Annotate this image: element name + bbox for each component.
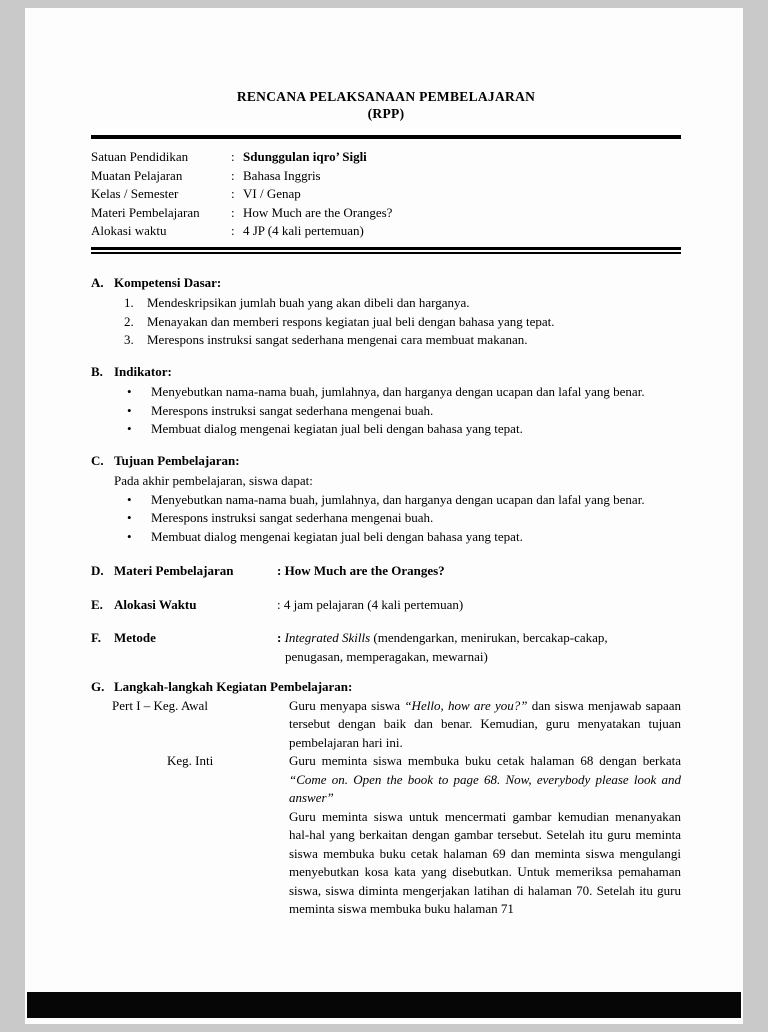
section-value: : 4 jam pelajaran (4 kali pertemuan)	[277, 596, 464, 612]
section-letter: E.	[91, 596, 103, 612]
info-value: How Much are the Oranges?	[243, 204, 393, 220]
section-tujuan-pembelajaran	[91, 452, 681, 547]
indikator-item	[91, 420, 681, 439]
kompetensi-item	[91, 313, 681, 332]
info-colon: :	[231, 186, 235, 201]
indikator-item	[91, 383, 681, 402]
info-label: Alokasi waktu	[91, 223, 167, 238]
tujuan-item	[91, 509, 681, 528]
section-title: Tujuan Pembelajaran:	[114, 452, 240, 468]
section-value	[277, 629, 681, 666]
metode-line2: penugasan, memperagakan, mewarnai)	[285, 648, 488, 664]
section-letter: G.	[91, 679, 105, 694]
kompetensi-item	[91, 294, 681, 313]
kegiatan-awal-text	[289, 697, 681, 753]
info-colon: :	[231, 223, 235, 238]
info-colon: :	[231, 149, 235, 164]
item-text: Mendeskripsikan jumlah buah yang akan dibeli dan harganya.	[147, 295, 470, 310]
section-langkah-kegiatan	[91, 678, 681, 919]
section-a-heading	[91, 274, 681, 293]
section-letter: B.	[91, 363, 103, 379]
info-label: Muatan Pelajaran	[91, 167, 183, 183]
kegiatan-text: dan siswa menjawab sapaan tersebut dengan baik dan benar. Kemudian, guru menyatakan tujuan pembelajaran hari ini.	[289, 697, 681, 750]
tujuan-item	[91, 491, 681, 510]
section-b-heading	[91, 363, 681, 382]
section-title: Kompetensi Dasar:	[114, 274, 222, 290]
divider-double	[91, 247, 681, 254]
kegiatan-stage-label: Keg. Inti	[167, 753, 214, 768]
header-info-table	[91, 148, 681, 241]
bullet-marker: •	[127, 491, 132, 507]
document-subtitle: (RPP)	[367, 106, 405, 121]
item-text: Membuat dialog mengenai kegiatan jual beli dengan bahasa yang tepat.	[151, 421, 523, 436]
info-value: 4 JP (4 kali pertemuan)	[243, 223, 364, 238]
section-value: : How Much are the Oranges?	[277, 563, 445, 578]
metode-colon: :	[277, 630, 285, 645]
bullet-marker: •	[127, 402, 132, 418]
info-row-muatan-pelajaran	[91, 167, 681, 186]
kegiatan-table	[91, 697, 681, 919]
document-title: RENCANA PELAKSANAAN PEMBELAJARAN	[236, 89, 536, 104]
kegiatan-text: Guru menyapa siswa	[289, 697, 405, 713]
bullet-marker: •	[127, 528, 132, 544]
item-number: 3.	[124, 332, 134, 347]
item-text: Menayakan dan memberi respons kegiatan jual beli dengan bahasa yang tepat.	[147, 313, 555, 329]
info-row-materi-pembelajaran	[91, 204, 681, 223]
section-indikator	[91, 363, 681, 439]
section-materi-pembelajaran	[91, 562, 681, 581]
tujuan-intro: Pada akhir pembelajaran, siswa dapat:	[114, 473, 313, 488]
quoted-speech: “Come on. Open the book to page 68. Now, everybody please look and answer”	[289, 771, 681, 805]
kompetensi-item	[91, 331, 681, 350]
section-title: Metode	[114, 630, 156, 645]
info-row-satuan-pendidikan	[91, 148, 681, 167]
metode-detail: (mendengarkan, menirukan, bercakap-cakap,	[370, 630, 608, 645]
bullet-marker: •	[127, 510, 132, 525]
info-value: VI / Genap	[243, 186, 301, 201]
quoted-speech: “Hello, how are you?”	[404, 697, 528, 713]
section-alokasi-waktu	[91, 596, 681, 615]
kegiatan-text: Guru meminta siswa membuka buku cetak halaman 68 dengan berkata	[289, 753, 681, 768]
info-colon: :	[231, 167, 235, 183]
section-title: Alokasi Waktu	[114, 596, 197, 612]
metode-line1	[277, 630, 608, 645]
item-number: 1.	[124, 295, 134, 310]
section-letter: D.	[91, 563, 104, 578]
section-letter: A.	[91, 274, 104, 290]
indikator-item	[91, 402, 681, 421]
item-text: Menyebutkan nama-nama buah, jumlahnya, dan harganya dengan ucapan dan lafal yang benar.	[151, 384, 645, 399]
item-text: Membuat dialog mengenai kegiatan jual beli dengan bahasa yang tepat.	[151, 528, 523, 544]
bullet-marker: •	[127, 384, 132, 399]
info-value: Sdunggulan iqro’ Sigli	[243, 149, 367, 164]
section-g-heading	[91, 678, 681, 697]
item-text: Merespons instruksi sangat sederhana mengenai buah.	[151, 510, 434, 525]
info-value: Bahasa Inggris	[243, 167, 321, 183]
info-label: Kelas / Semester	[91, 186, 179, 201]
scan-artifact-bar	[27, 992, 741, 1018]
info-label: Materi Pembelajaran	[91, 204, 200, 220]
kegiatan-paragraph: Guru meminta siswa untuk mencermati gambar kemudian menanyakan hal-hal yang berkaitan dengan gambar tersebut. Setelah itu guru meminta siswa membuka buku cetak halaman 69 dan meminta siswa mengulangi menyebutkan kosa kata yang disebutkan. Untuk memeriksa pemahaman siswa, siswa diminta mengerjakan latihan di halaman 70. Setelah itu guru meminta siswa membuka buku halaman 71	[289, 808, 681, 916]
section-kompetensi-dasar	[91, 274, 681, 350]
kegiatan-paragraph	[289, 752, 681, 808]
info-row-alokasi-waktu	[91, 222, 681, 241]
section-title: Materi Pembelajaran	[114, 563, 234, 578]
section-c-heading	[91, 452, 681, 471]
item-number: 2.	[124, 313, 134, 329]
section-title: Indikator:	[114, 363, 172, 379]
section-metode	[91, 629, 681, 666]
section-title: Langkah-langkah Kegiatan Pembelajaran:	[114, 679, 353, 694]
metode-name: Integrated Skills	[284, 630, 371, 645]
divider-thick	[91, 135, 681, 139]
bullet-marker: •	[127, 421, 132, 436]
document-page	[25, 8, 743, 1024]
kegiatan-stage-label: Pert I – Keg. Awal	[112, 697, 208, 713]
info-colon: :	[231, 204, 235, 220]
section-letter: C.	[91, 452, 104, 468]
info-row-kelas-semester	[91, 185, 681, 204]
section-letter: F.	[91, 630, 101, 645]
item-text: Merespons instruksi sangat sederhana mengenai cara membuat makanan.	[147, 332, 528, 347]
kegiatan-inti-text	[289, 752, 681, 919]
info-label: Satuan Pendidikan	[91, 149, 189, 164]
document-body	[91, 274, 681, 919]
item-text: Merespons instruksi sangat sederhana mengenai buah.	[151, 402, 434, 418]
tujuan-item	[91, 528, 681, 547]
item-text: Menyebutkan nama-nama buah, jumlahnya, dan harganya dengan ucapan dan lafal yang benar.	[151, 491, 645, 507]
